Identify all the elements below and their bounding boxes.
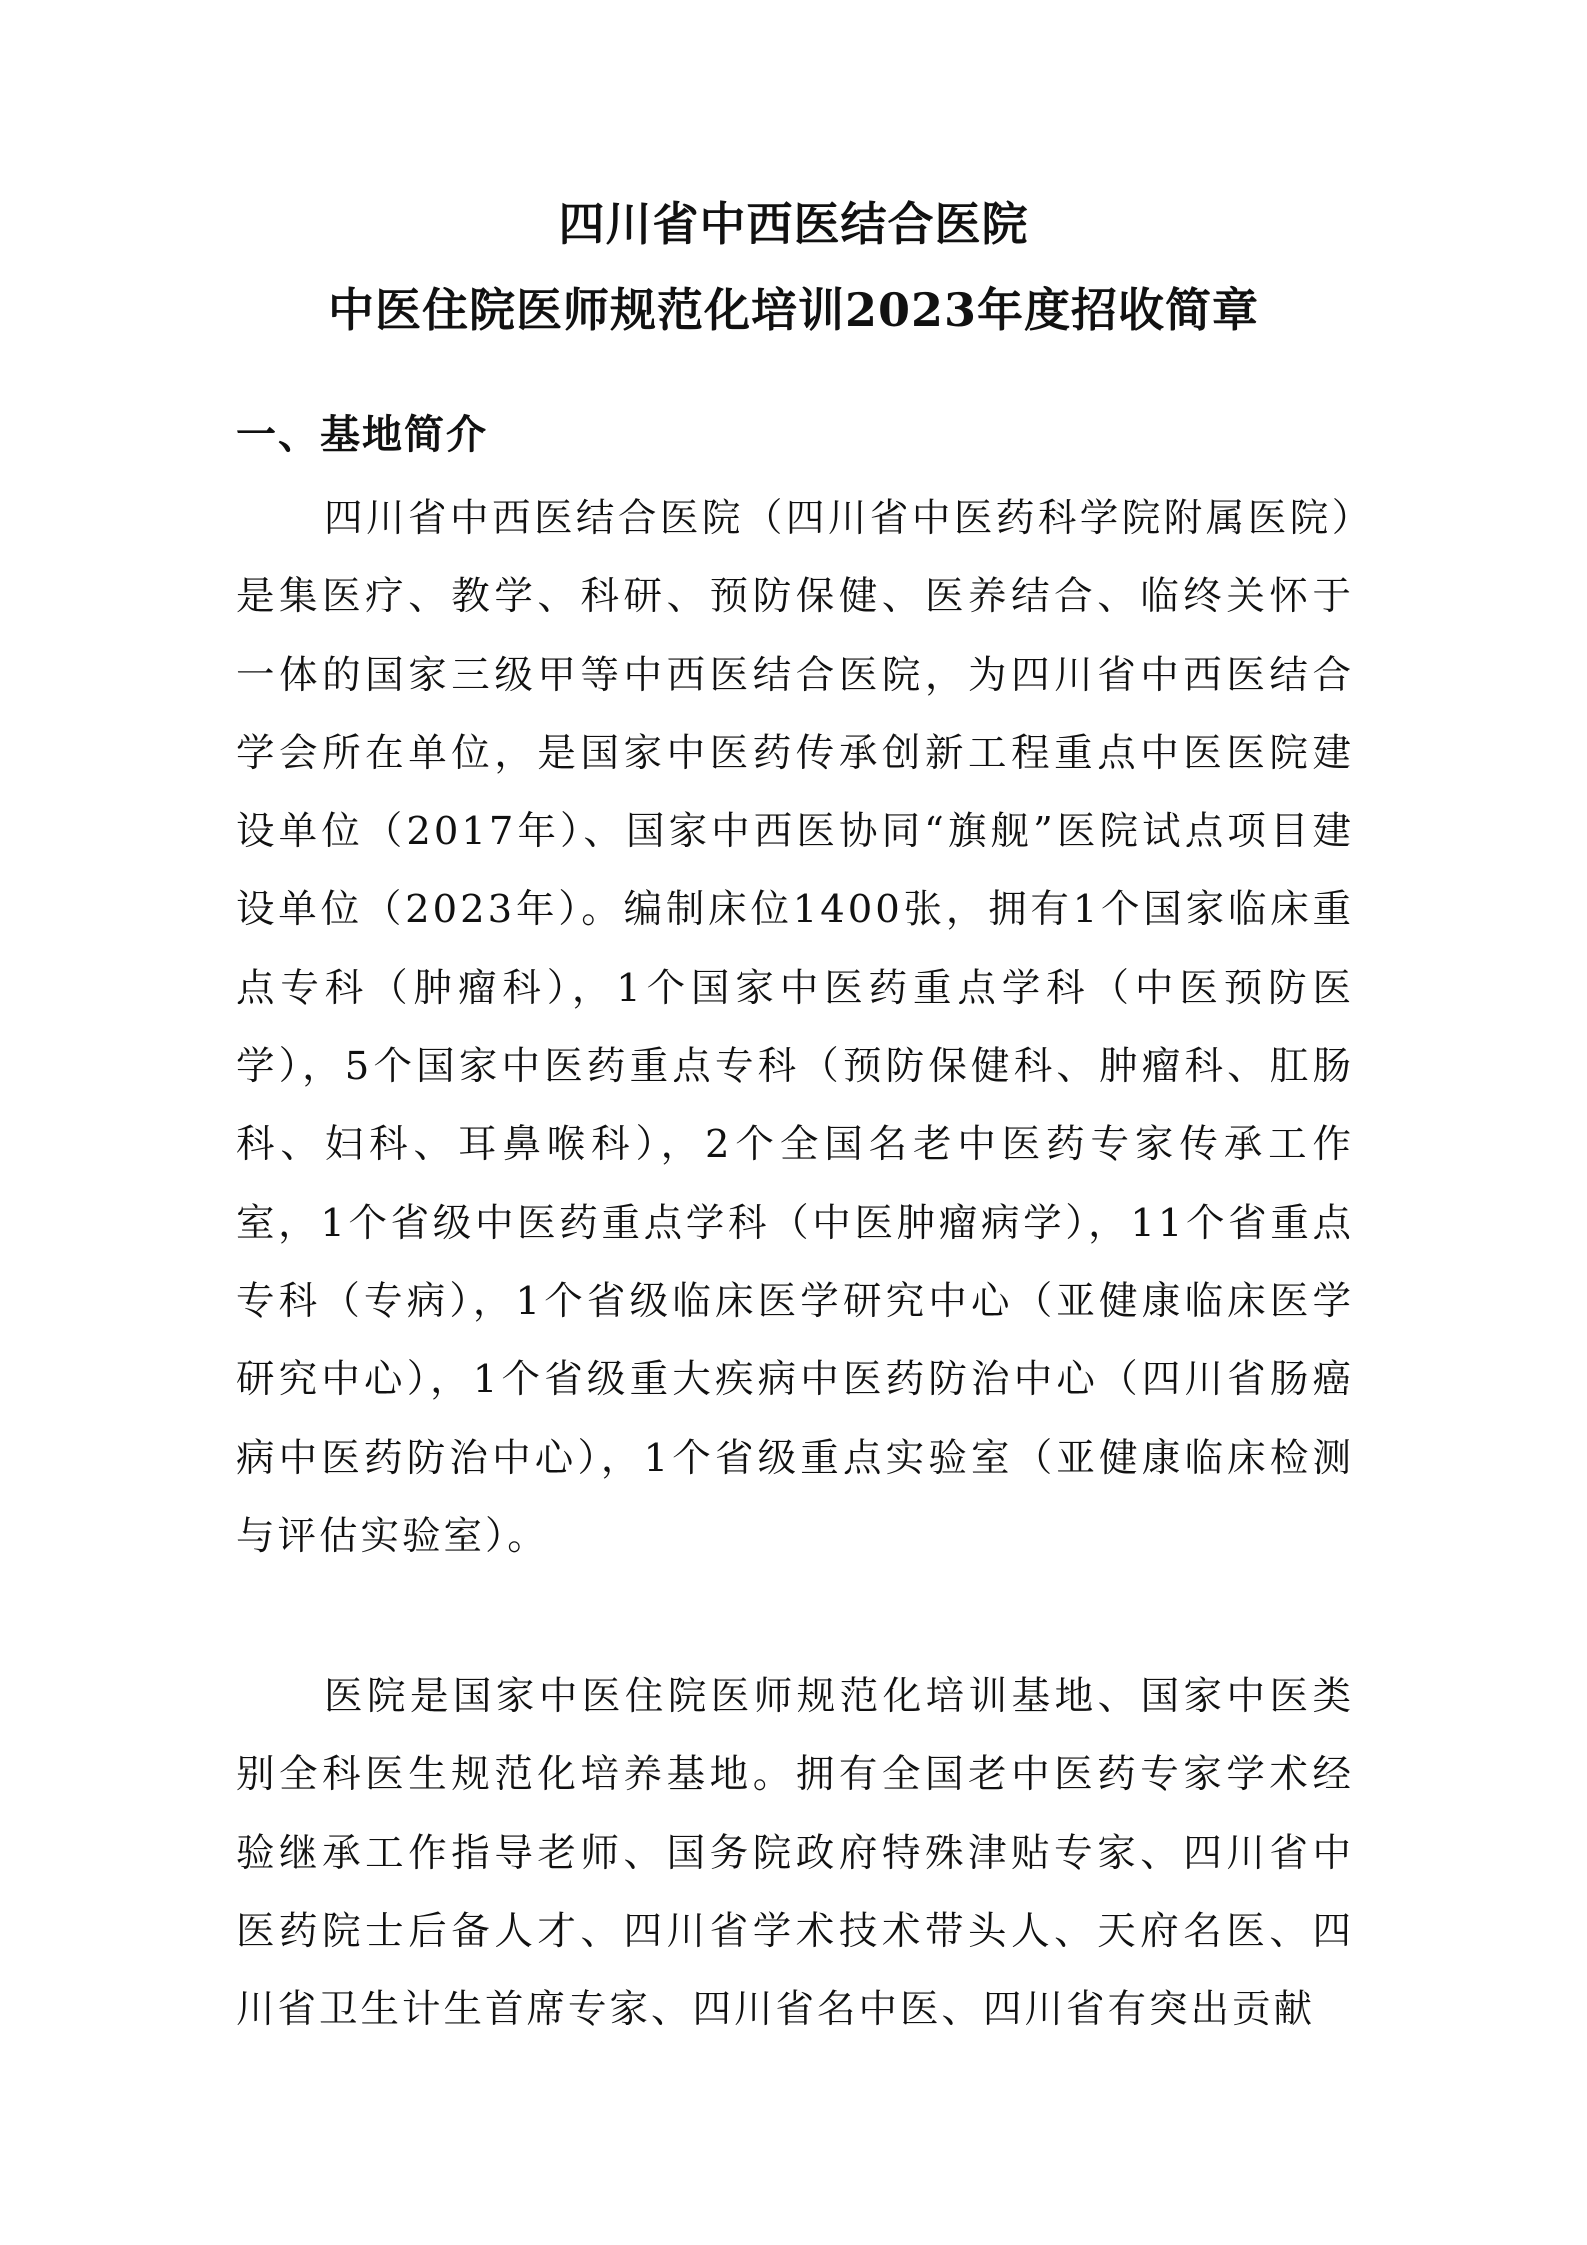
document-title-line-1: 四川省中西医结合医院 [558,197,1029,251]
document-title-line-2: 中医住院医师规范化培训2023年度招收简章 [327,283,1260,337]
paragraph-training-base: 医院是国家中医住院医师规范化培训基地、国家中医类别全科医生规范化培养基地。拥有全国老中医药专家学术经验继承工作指导老师、国务院政府特殊津贴专家、四川省中医药院士后备人才、四川省学术技术带头人、天府名医、四川省卫生计生首席专家、四川省名中医、四川省有突出贡献 [236,1674,1354,2033]
section-heading-base-introduction: 一、基地简介 [236,412,488,458]
paragraph-hospital-overview: 四川省中西医结合医院（四川省中医药科学院附属医院）是集医疗、教学、科研、预防保健、医养结合、临终关怀于一体的国家三级甲等中西医结合医院，为四川省中西医结合学会所在单位，是国家中医药传承创新工程重点中医医院建设单位（2017年）、国家中西医协同“旗舰”医院试点项目建设单位（2023年）。编制床位1400张，拥有1个国家临床重点专科（肿瘤科），1个国家中医药重点学科（中医预防医学），5个国家中医药重点专科（预防保健科、肿瘤科、肛肠科、妇科、耳鼻喉科），2个全国名老中医药专家传承工作室，1个省级中医药重点学科（中医肿瘤病学），11个省重点专科（专病），1个省级临床医学研究中心（亚健康临床医学研究中心），1个省级重大疾病中医药防治中心（四川省肠癌病中医药防治中心），1个省级重点实验室（亚健康临床检测与评估实验室）。 [236,496,1354,1559]
